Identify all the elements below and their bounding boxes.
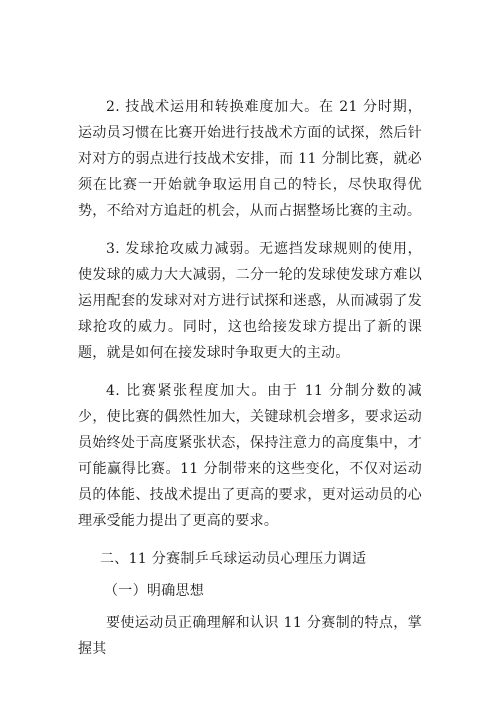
paragraph-match-tension: 4. 比赛紧张程度加大。由于 11 分制分数的减少，使比赛的偶然性加大，关键球机会增多，要求运动员始终处于高度紧张状态，保持注意力的高度集中，才可能赢得比赛。11 分制带来的这些变化，不仅对运动员的体能、技战术提出了更高的要求，更对运动员的心理承受能力提出了更高的要求。	[78, 383, 422, 529]
section-heading: 二、11 分赛制乒乓球运动员心理压力调适	[100, 551, 367, 567]
subsection-heading: （一）明确思想	[104, 583, 205, 599]
paragraph-serve-attack: 3. 发球抢攻威力减弱。无遮挡发球规则的使用，使发球的威力大大减弱，二分一轮的发球使发球方难以运用配套的发球对对方进行试探和迷惑，从而减弱了发球抢攻的威力。同时，这也给接发球方提出了新的课题，就是如何在接发球时争取更大的主动。	[78, 241, 422, 361]
paragraph-clarify-thinking: 要使运动员正确理解和认识 11 分赛制的特点，掌握其	[78, 615, 422, 657]
paragraph-technique-tactics: 2. 技战术运用和转换难度加大。在 21 分时期，运动员习惯在比赛开始进行技战术方面的试探，然后针对对方的弱点进行技战术安排，而 11 分制比赛，就必须在比赛一开始就争取运用自己的特长，尽快取得优势，不给对方追赶的机会，从而占据整场比赛的主动。	[78, 99, 422, 219]
